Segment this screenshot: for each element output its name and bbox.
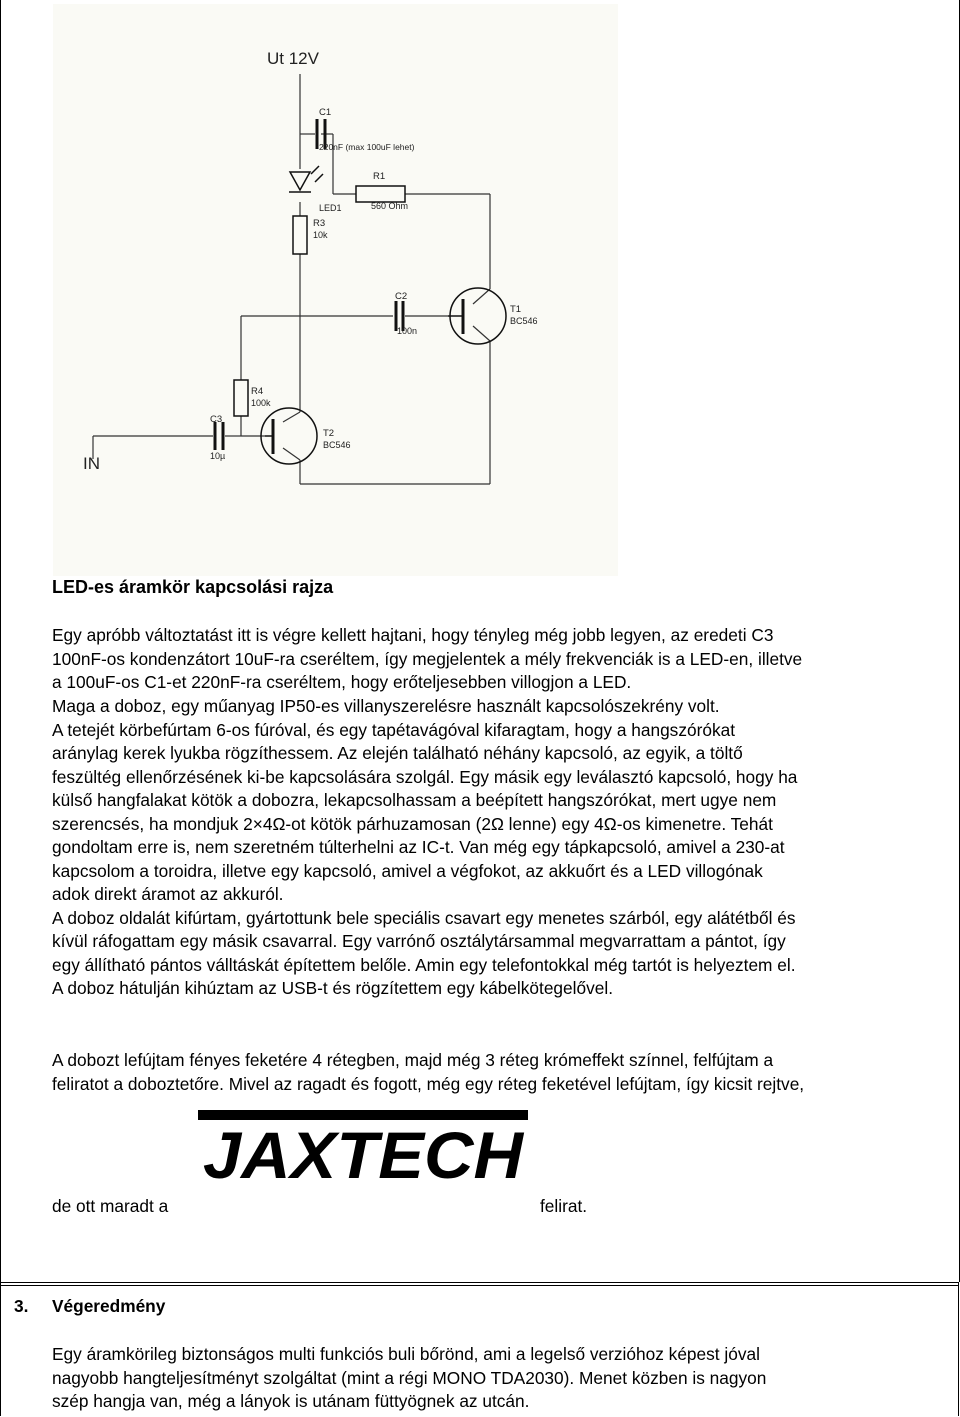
c3-value: 10µ [210, 451, 226, 461]
c1-name: C1 [319, 107, 332, 118]
t2-value: BC546 [323, 440, 351, 450]
logo-caption-after: felirat. [540, 1196, 588, 1216]
section-title: Végeredmény [52, 1296, 166, 1316]
circuit-schematic [53, 4, 618, 576]
t1-value: BC546 [510, 316, 538, 326]
supply-label: Ut 12V [267, 49, 319, 68]
section-number: 3. [14, 1296, 29, 1316]
section-body: Egy áramkörileg biztonságos multi funkciós buli bőrönd, ami a legelső verzióhoz képest jóval nagyobb hangteljesítményt szolgáltat (mint a régi MONO TDA2030). Menet közben is nagyon szép hangja van, még a lányok is utánam füttyögnek az utcán. [52, 1344, 767, 1411]
c3-name: C3 [210, 414, 223, 425]
led-name: LED1 [319, 203, 342, 213]
r3-value: 10k [313, 230, 328, 240]
jaxtech-logo [198, 1110, 528, 1190]
r1-value: 560 Ohm [371, 201, 409, 211]
c1-value: 220nF (max 100uF lehet) [319, 142, 415, 152]
paragraph-painting: A dobozt lefújtam fényes feketére 4 rétegben, majd még 3 réteg krómeffekt színnel, felfújtam a feliratot a doboztetőre. Mivel az ragadt és fogott, még egy réteg feketével lefújtam, így kicsit rejtve, [52, 1050, 805, 1094]
r3-name: R3 [313, 218, 326, 229]
section-divider [0, 1285, 958, 1286]
r4-name: R4 [251, 386, 264, 397]
t2-name: T2 [323, 428, 335, 439]
t1-name: T1 [510, 304, 522, 315]
logo-caption-before: de ott maradt a [52, 1196, 169, 1216]
input-label: IN [83, 454, 100, 473]
logo-text: JAXTECH [203, 1118, 525, 1190]
r4-value: 100k [251, 398, 271, 408]
r1-name: R1 [373, 171, 386, 182]
paragraph-capacitor-change: Egy apróbb változtatást itt is végre kellett hajtani, hogy tényleg még jobb legyen, az eredeti C3 100nF-os kondenzátort 10uF-ra cseréltem, így megjelentek a mély frekvenciák is a LED-en, illetve a 100uF-os C1-et 220nF-ra cseréltem, hogy erőteljesebben villogjon a LED. [52, 625, 803, 692]
c2-value: 100n [397, 326, 418, 336]
schematic-heading: LED-es áramkör kapcsolási rajza [52, 577, 334, 597]
paragraph-box-build: Maga a doboz, egy műanyag IP50-es villanyszerelésre használt kapcsolószekrény volt. A tetejét körbefúrtam 6-os fúróval, és egy tapétavágóval kifaragtam, hogy a hangszórókat aránylag kerek lyukba rögzíthessem. Az elején található néhány kapcsoló, az egyik, a töltő feszültég ellenőrzésének ki-be kapcsolására szolgál. Egy másik egy leválasztó kapcsoló, hogy ha külső hangfalakat kötök a dobozra, lekapcsolhassam a beépített hangszórókat, mert ugye nem szerencsés, ha mondjuk 2×4Ω-ot kötök párhuzamosan (2Ω lenne) egy 4Ω-os kimenetre. Tehát gondoltam erre is, nem szeretném túlterhelni az IC-t. Van még egy tápkapcsoló, amivel a 230-at kapcsolom a toroidra, illetve egy kapcsoló, amivel a végfokot, az akkuőrt és a LED villogónak adok direkt áramot az akkuról. A doboz oldalát kifúrtam, gyártottunk bele speciális csavart egy menetes szárból, egy alátétből és kívül ráfogattam egy másik csavarral. Egy varrónő osztálytársammal megvarrattam a pántot, így egy állítható pántos válltáskát építettem belőle. Amin egy telefontokkal még tartót is helyeztem el. A doboz hátulján kihúztam az USB-t és rögzítettem egy kábelkötegelővel. [52, 696, 798, 998]
c2-name: C2 [395, 291, 408, 302]
